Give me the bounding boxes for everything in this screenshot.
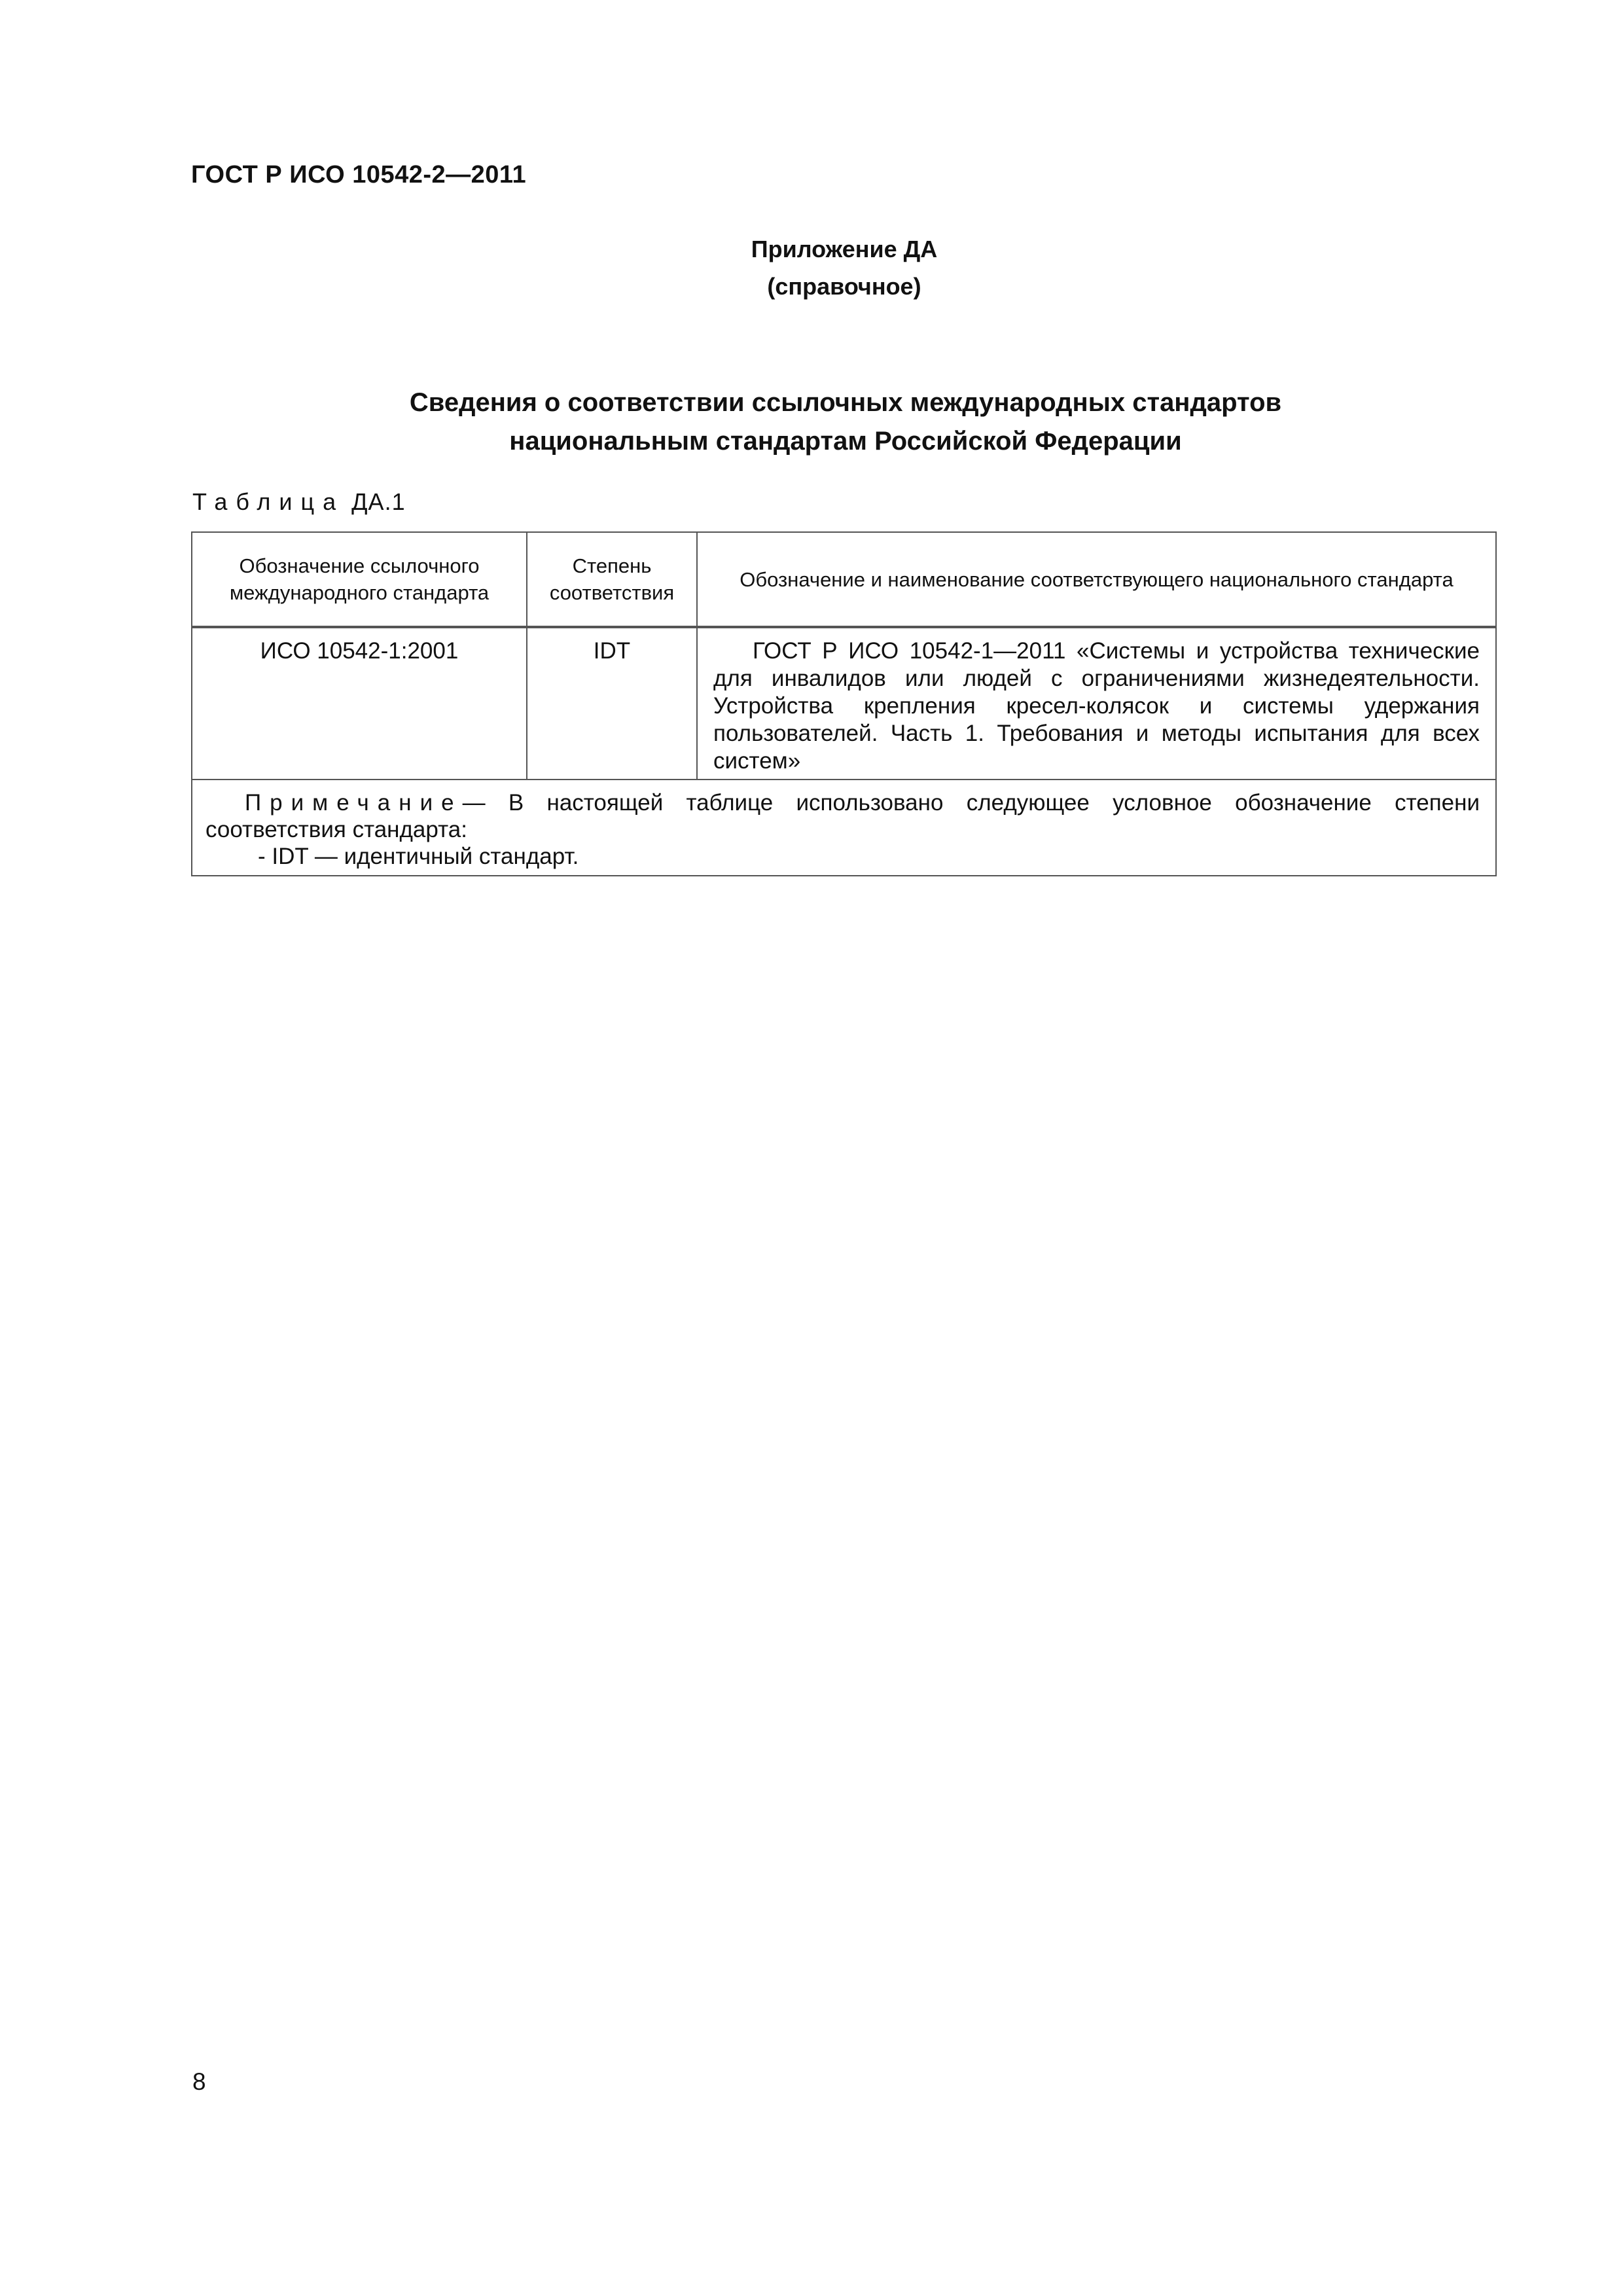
table-caption	[192, 488, 406, 516]
table-caption-label: Таблица	[192, 488, 345, 515]
cell-intl-standard: ИСО 10542-1:2001	[192, 627, 527, 780]
annex-title: Приложение ДА	[751, 236, 938, 262]
note-bullet: - IDT — идентичный стандарт.	[258, 844, 579, 869]
correspondence-table	[191, 531, 1497, 876]
cell-degree: IDT	[527, 627, 697, 780]
table-row	[192, 627, 1496, 780]
section-title-line-2: национальным стандартам Российской Федерации	[509, 427, 1182, 456]
document-code: ГОСТ Р ИСО 10542-2—2011	[191, 161, 527, 188]
cell-national-standard: ГОСТ Р ИСО 10542-1—2011 «Системы и устройства технические для инвалидов или людей с ограничениями жизнедеятельности. Устройства крепления кресел-колясок и системы удержания пользователей. Часть 1. Требования и методы испытания для всех систем»	[697, 627, 1496, 780]
note-label: Примечание	[245, 790, 463, 816]
table-note-row	[192, 780, 1496, 876]
table-header-row	[192, 532, 1496, 627]
section-title	[191, 384, 1500, 461]
header-national-standard: Обозначение и наименование соответствующего национального стандарта	[697, 532, 1496, 627]
page-number: 8	[192, 2068, 206, 2095]
note-body: — В настоящей таблице использовано следующее условное обозначение степени соответствия стандарта:	[205, 790, 1480, 842]
header-degree: Степень соответствия	[527, 532, 697, 627]
table-caption-number: ДА.1	[351, 488, 406, 515]
annex-subtitle: (справочное)	[767, 273, 921, 300]
note-text	[205, 789, 1480, 843]
table-note	[192, 780, 1496, 876]
section-title-line-1: Сведения о соответствии ссылочных международных стандартов	[409, 388, 1282, 417]
annex-heading	[0, 230, 1623, 305]
header-intl-standard: Обозначение ссылочного международного стандарта	[192, 532, 527, 627]
